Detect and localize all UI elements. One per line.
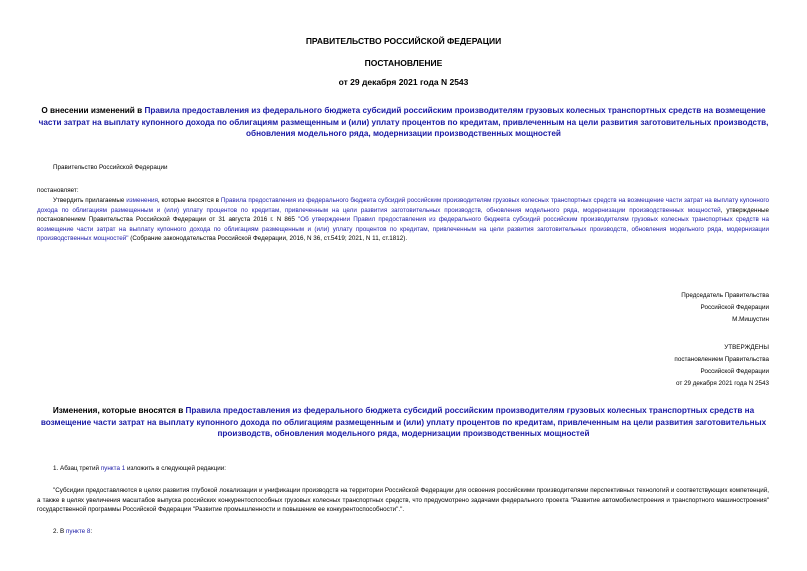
item-1-link[interactable]: пункта 1 bbox=[100, 465, 126, 472]
government-label: Правительство Российской Федерации bbox=[53, 164, 168, 171]
para-text-4: (Собрание законодательства Российской Федерации, 2016, N 36, ст.5419; 2021, N 11, ст.1812). bbox=[128, 235, 408, 243]
signature-position: Председатель Правительства bbox=[681, 292, 769, 299]
approved-label: УТВЕРЖДЕНЫ bbox=[724, 344, 769, 351]
quote-paragraph: "Субсидии предоставляются в целях развития глубокой локализации и унификации производств на территории Российской Федерации для освоения российскими производителями перспективных технологий и соответствующих компетенций, а также в целях увеличения масштабов выпуска российских конкурентоспособных грузовых колесных транспортных средств, что предусмотрено задачами федерального проекта "Развитие автомобилестроения и транспортного машиностроения" государственной программы Российской Федерации "Развитие промышленности и повышение ее конкурентоспособности".". bbox=[37, 487, 769, 514]
approved-country: Российской Федерации bbox=[700, 368, 769, 375]
title-prefix: О внесении изменений в bbox=[41, 106, 145, 115]
approved-block bbox=[469, 342, 769, 390]
document-date-number: от 29 декабря 2021 года N 2543 bbox=[338, 77, 469, 87]
item-2-text-b: : bbox=[90, 528, 93, 535]
para-text-2: , которые вносятся в bbox=[157, 197, 221, 204]
item-1-text-b: изложить в следующей редакции: bbox=[125, 465, 226, 472]
document-type: ПОСТАНОВЛЕНИЕ bbox=[364, 58, 443, 68]
document-title bbox=[30, 105, 777, 140]
resolves-label: постановляет: bbox=[37, 187, 79, 194]
item-2 bbox=[53, 527, 92, 537]
changes-title-prefix: Изменения, которые вносятся в bbox=[52, 406, 186, 415]
changes-title bbox=[30, 405, 777, 440]
rules-link[interactable]: Правила предоставления из федерального бюджета субсидий российским производителям грузовых колесных транспортных средств на возмещение части затрат на выплату купонного дохода по облигациям размещенным и (или) уплату процентов по кредитам, привлеченным на цели развития заготовительных производств, обновления модельного ряда, модернизации производственных мощностей bbox=[37, 197, 769, 214]
decree-link[interactable]: "Об утверждении Правил предоставления из федерального бюджета субсидий российским производителям грузовых колесных транспортных средств на возмещение части затрат на выплату купонного дохода по облигациям размещенным и (или) уплату процентов по кредитам, привлеченным на цели развития заготовительных производств, обновления модельного ряда, модернизации производственных мощностей" bbox=[37, 216, 769, 243]
changes-link[interactable]: изменения bbox=[126, 197, 158, 204]
resolution-paragraph bbox=[37, 196, 769, 244]
signature-block bbox=[469, 290, 769, 326]
item-1 bbox=[53, 464, 226, 474]
changes-title-rules-link[interactable]: Правила предоставления из федерального бюджета субсидий российским производителям грузовых колесных транспортных средств на возмещение части затрат на выплату купонного дохода по облигациям размещенным и (или) уплату процентов по кредитам, привлеченным на цели развития заготовительных производств, обновления модельного ряда, модернизации производственных мощностей bbox=[40, 406, 767, 438]
title-rules-link[interactable]: Правила предоставления из федерального бюджета субсидий российским производителям грузовых колесных транспортных средств на возмещение части затрат на выплату купонного дохода по облигациям размещенным и (или) уплату процентов по кредитам, привлеченным на цели развития заготовительных производств, обновления модельного ряда, модернизации производственных мощностей bbox=[38, 106, 769, 138]
item-1-text-a: 1. Абзац третий bbox=[53, 465, 101, 472]
signature-country: Российской Федерации bbox=[700, 304, 769, 311]
signature-name: М.Мишустин bbox=[732, 316, 769, 323]
approved-by: постановлением Правительства bbox=[674, 356, 769, 363]
para-text-3: , утвержденные постановлением Правительства Российской Федерации от 31 августа 2016 г. N 865 bbox=[37, 206, 770, 224]
item-2-text-a: 2. В bbox=[53, 528, 66, 535]
para-text-1: Утвердить прилагаемые bbox=[53, 197, 127, 204]
government-heading: ПРАВИТЕЛЬСТВО РОССИЙСКОЙ ФЕДЕРАЦИИ bbox=[305, 36, 502, 46]
item-2-link[interactable]: пункте 8 bbox=[65, 528, 91, 535]
approved-date: от 29 декабря 2021 года N 2543 bbox=[675, 380, 769, 387]
